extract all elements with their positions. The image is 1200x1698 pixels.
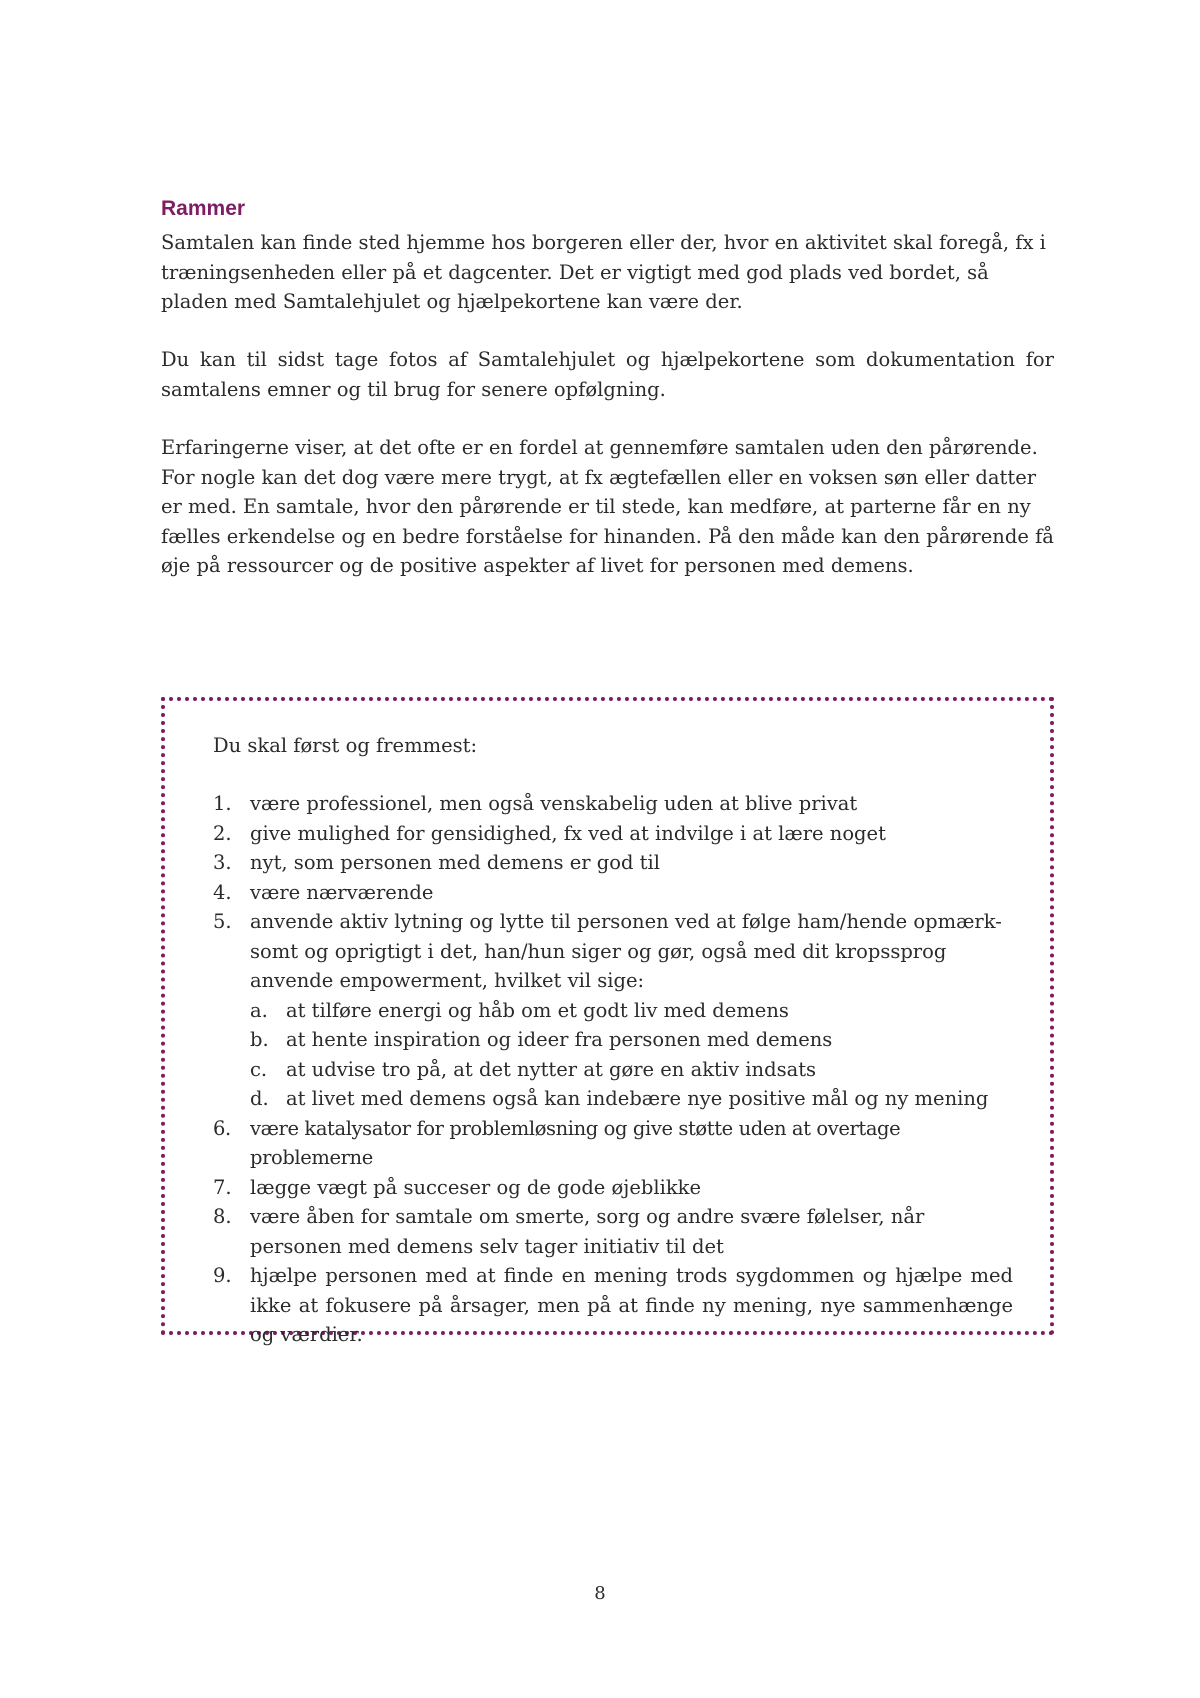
list-item-text: anvende aktiv lytning og lytte til personen ved at følge ham/hende opmærk-somt og oprigtigt i det, han/hun siger og gør, også med dit kropssprog anvende empowerment, hvilket vil sige: xyxy=(250,910,1002,992)
list-item-marker: b. xyxy=(250,1028,269,1051)
sub-list-item xyxy=(213,1025,1013,1055)
list-item-text: være professionel, men også venskabelig uden at blive privat xyxy=(250,792,858,815)
list-item-text: at udvise tro på, at det nytter at gøre en aktiv indsats xyxy=(286,1057,817,1081)
list-item-marker: 6. xyxy=(213,1116,231,1140)
paragraph-relatives-text: Erfaringerne viser, at det ofte er en fordel at gennemføre samtalen uden den pårørende. For nogle kan det dog være mere trygt, at fx ægtefællen eller en voksen søn eller datter er med. En samtale, hvor den pårørende er til stede, kan medføre, at parterne får en ny fælles erkendelse og en bedre forståelse for hinanden. På den måde kan den pårørende få øje på ressourcer og de positive aspekter af livet for personen med demens. xyxy=(161,436,1054,577)
sub-list-item xyxy=(213,1084,1013,1114)
list-item xyxy=(213,848,1013,878)
list-item xyxy=(213,907,1013,996)
list-item-marker: 1. xyxy=(213,792,232,815)
list-item-text: hjælpe personen med at finde en mening trods sygdommen og hjælpe med ikke at fokusere på årsager, men på at finde ny mening, nye sammenhænge og værdier. xyxy=(250,1264,1013,1346)
list-item-text: at hente inspiration og ideer fra personen med demens xyxy=(286,1028,833,1051)
list-item-marker: 5. xyxy=(213,910,232,933)
list-item-text: nyt, som personen med demens er god til xyxy=(250,851,660,874)
list-item-text: være nærværende xyxy=(250,880,434,904)
list-item xyxy=(213,878,1013,908)
list-item xyxy=(213,789,1013,819)
paragraph-photos-text: Du kan til sidst tage fotos af Samtalehjulet og hjælpekortene som dokumentation for samtalens emner og til brug for senere opfølgning. xyxy=(161,348,1054,401)
guidelines-box xyxy=(161,697,1054,1346)
list-item-text: at livet med demens også kan indebære nye positive mål og ny mening xyxy=(286,1087,989,1110)
paragraph-relatives xyxy=(161,433,1054,581)
list-item-text: give mulighed for gensidighed, fx ved at indvilge i at lære noget xyxy=(250,821,886,845)
paragraph-photos xyxy=(161,345,1054,404)
list-item-marker: 8. xyxy=(213,1205,232,1228)
list-item-marker: a. xyxy=(250,998,268,1022)
list-item-text: lægge vægt på succeser og de gode øjeblikke xyxy=(250,1175,701,1199)
list-item-marker: 7. xyxy=(213,1175,232,1199)
list-item xyxy=(213,1173,1013,1203)
paragraph-setting xyxy=(161,228,1054,317)
list-item-marker: 4. xyxy=(213,880,232,904)
list-item-marker: 3. xyxy=(213,851,232,874)
list-item-text: være katalysator for problemløsning og give støtte uden at overtage problemerne xyxy=(250,1116,901,1169)
list-item-marker: d. xyxy=(250,1087,269,1110)
paragraph-setting-text: Samtalen kan finde sted hjemme hos borgeren eller der, hvor en aktivitet skal foregå, fx i træningsenheden eller på et dagcenter. Det er vigtigt med god plads ved bordet, så pladen med Samtalehjulet og hjælpekortene kan være der. xyxy=(161,231,1046,313)
list-item xyxy=(213,1114,1013,1173)
list-item-marker: c. xyxy=(250,1057,268,1081)
list-item xyxy=(213,819,1013,849)
list-item-text: at tilføre energi og håb om et godt liv med demens xyxy=(286,998,789,1022)
sub-list-item xyxy=(213,1055,1013,1085)
list-item-marker: 2. xyxy=(213,821,232,845)
list-item-text: være åben for samtale om smerte, sorg og andre svære følelser, når personen med demens selv tager initiativ til det xyxy=(250,1205,925,1258)
guidelines-intro: Du skal først og fremmest: xyxy=(213,734,478,757)
list-item xyxy=(213,1261,1013,1350)
list-item xyxy=(213,1202,1013,1261)
page-number: 8 xyxy=(594,1583,606,1604)
sub-list-item xyxy=(213,996,1013,1026)
guidelines-list xyxy=(213,789,1013,1350)
section-heading: Rammer xyxy=(161,197,246,220)
list-item-marker: 9. xyxy=(213,1264,232,1287)
